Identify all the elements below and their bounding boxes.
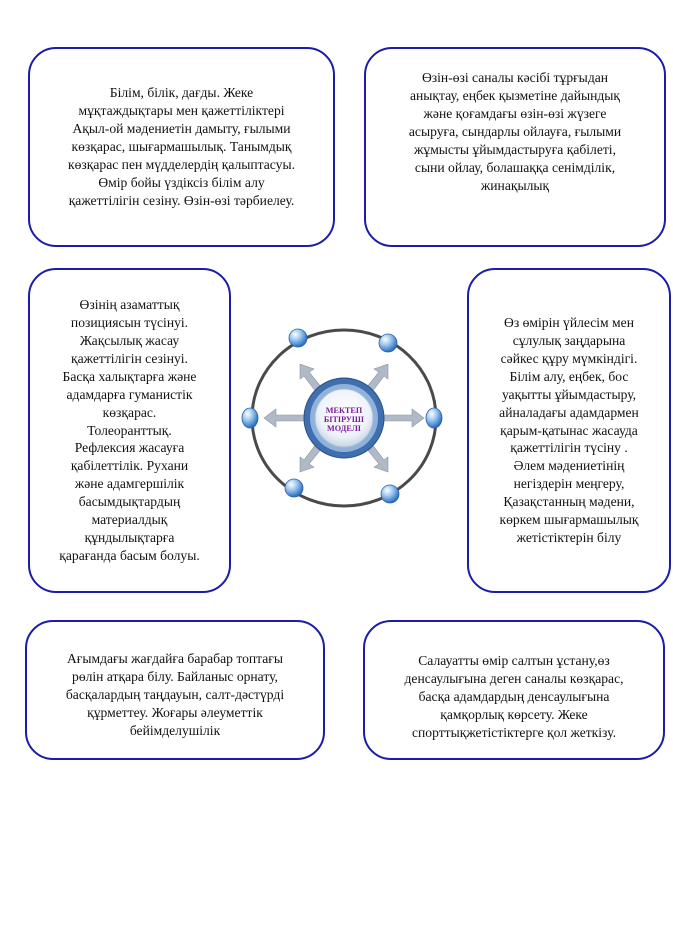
competency-box-civic — [28, 268, 231, 593]
center-label-line3: МОДЕЛІ — [327, 424, 361, 434]
competency-text-health: Салауатты өмір салтын ұстану,өз денсаулығына деген саналы көзқарас, басқа адамдардың денсаулығына қамқорлық көрсету. Жеке спорттықжетістіктерге қол жеткізу. — [404, 653, 624, 740]
node-bottom-left — [285, 479, 303, 497]
arrow-left — [264, 409, 306, 427]
competency-box-health — [363, 620, 665, 760]
center-label — [318, 406, 370, 434]
node-top-left — [289, 329, 307, 347]
node-right — [426, 408, 442, 428]
competency-text-knowledge: Білім, білік, дағды. Жеке мұқтаждықтары мен қажеттіліктері Ақыл-ой мәдениетін дамыту, ғылыми көзқарас, шығармашылық. Танымдық көзқарас пен мүдделердің қалыптасуы. Өмір бойы үздіксіз білім алу қажеттілігін сезіну. Өзін-өзі тәрбиелеу. — [68, 85, 295, 208]
competency-box-culture — [467, 268, 671, 593]
competency-text-culture: Өз өмірін үйлесім мен сұлулық заңдарына сәйкес құру мүмкіндігі. Білім алу, еңбек, бос уақытты ұйымдастыру, айналадағы адамдармен қарым-қатынас жасауда қажеттілігін түсіну . Әлем мәдениетінің негіздерін меңгеру, Қазақстанның мәдени, көркем шығармашылық жетістіктерін білу — [499, 314, 639, 546]
center-label-line2: БІТІРУШІ — [323, 415, 365, 425]
competency-text-social: Ағымдағы жағдайға барабар топтағы рөлін атқара білу. Байланыс орнату, басқалардың таңдауын, салт-дәстүрді құрметтеу. Жоғары әлеуметтік бейімделушілік — [65, 651, 285, 738]
center-label-line1: МЕКТЕП — [325, 406, 363, 415]
node-top-right — [379, 334, 397, 352]
node-left — [242, 408, 258, 428]
arrow-right — [382, 409, 424, 427]
competency-text-professional: Өзін-өзі саналы кәсібі тұрғыдан анықтау, еңбек қызметіне дайындық және қоғамдағы өзін-өзі жүзеге асыруға, сындарлы ойлауға, ғылыми жұмысты ұйымдастыруға қабілеті, сыни ойлау, болашаққа сенімділік, жинақылық — [408, 70, 622, 193]
competency-text-civic: Өзінің азаматтық позициясын түсінуі. Жақсылық жасау қажеттілігін сезінуі. Басқа халықтарға және адамдарға гуманистік көзқарас. Толеоранттық. Рефлексия жасауға қабілеттілік. Рухани және адамгершілік басымдықтардың материалдық құндылықтарға қарағанда басым болуы. — [59, 296, 200, 564]
competency-box-social — [25, 620, 325, 760]
competency-box-professional — [364, 47, 666, 247]
competency-box-knowledge — [28, 47, 335, 247]
node-bottom-right — [381, 485, 399, 503]
